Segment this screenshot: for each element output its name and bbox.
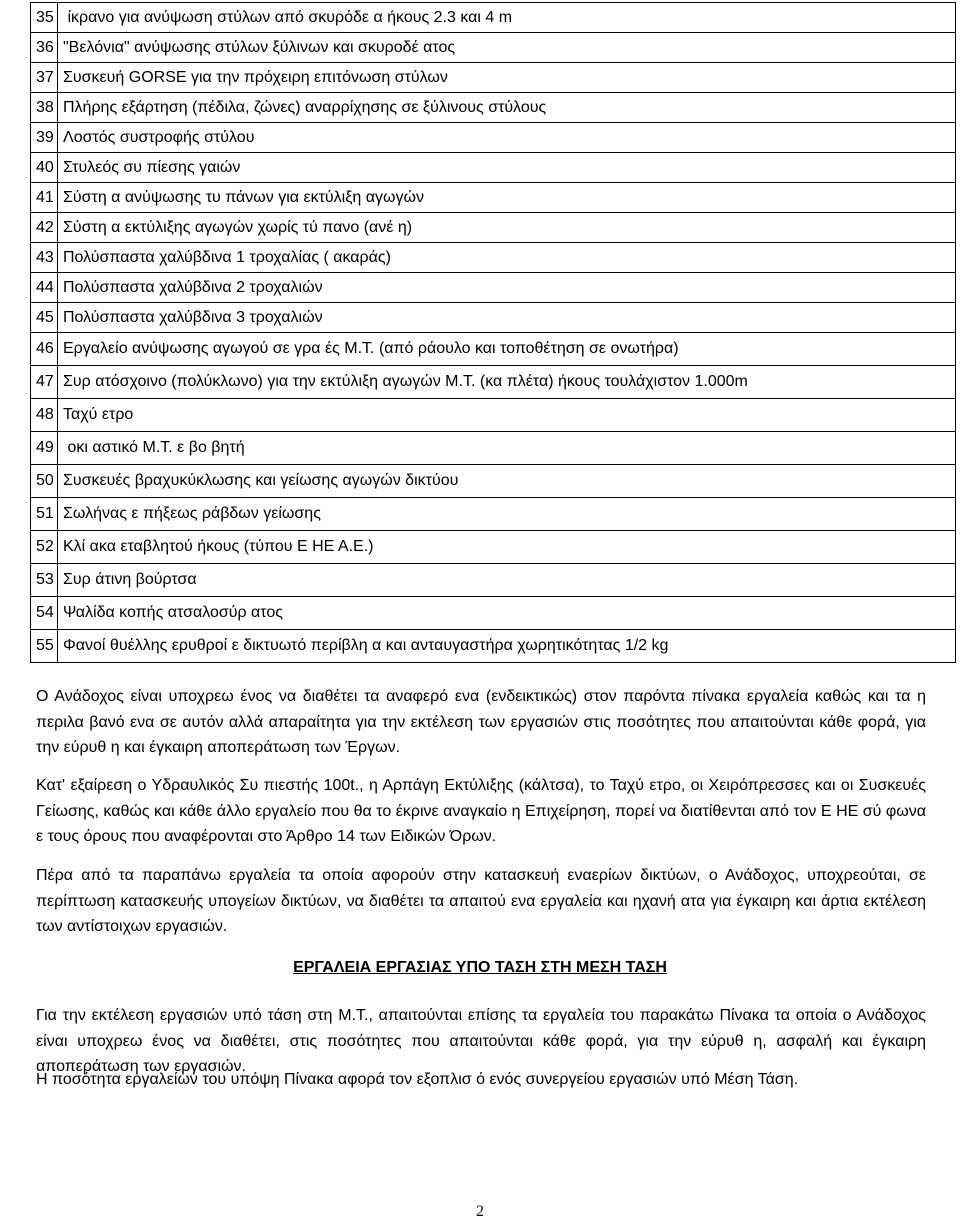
row-description: Στυλεός συ πίεσης γαιών	[58, 153, 956, 183]
row-description: ίκρανο για ανύψωση στύλων από σκυρόδε α ήκους 2.3 και 4 m	[58, 3, 956, 33]
row-description: Λοστός συστροφής στύλου	[58, 123, 956, 153]
row-description: Ψαλίδα κοπής ατσαλοσύρ ατος	[58, 597, 956, 630]
paragraph-exception: Κατ' εξαίρεση ο Υδραυλικός Συ πιεστής 100t., η Αρπάγη Εκτύλιξης (κάλτσα), το Ταχύ ετρο, οι Χειρόπρεσσες και οι Συσκευές Γείωσης, καθώς και κάθε άλλο εργαλείο που θα το έκρινε αναγκαίο η Επιχείρηση, πορεί να διατίθενται από τον Ε ΗΕ σύ φωνα ε τους όρους που αναφέρονται στο Άρθρο 14 των Ειδικών Όρων.	[36, 777, 926, 846]
row-number: 36	[31, 33, 58, 63]
row-number: 38	[31, 93, 58, 123]
paragraph-underground-networks: Πέρα από τα παραπάνω εργαλεία τα οποία αφορούν στην κατασκευή εναερίων δικτύων, ο Ανάδοχος, υποχρεούται, σε περίπτωση κατασκευής υπογείων δικτύων, να διαθέτει τα απαιτού ενα εργαλεία και ηχανή ατα για έγκαιρη και άρτια εκτέλεση των αντίστοιχων εργασιών.	[36, 867, 926, 936]
row-description: "Βελόνια" ανύψωσης στύλων ξύλινων και σκυροδέ ατος	[58, 33, 956, 63]
row-description: Ταχύ ετρο	[58, 399, 956, 432]
row-number: 41	[31, 183, 58, 213]
row-description: οκι αστικό Μ.Τ. ε βο βητή	[58, 432, 956, 465]
row-number: 44	[31, 273, 58, 303]
row-description: Σωλήνας ε πήξεως ράβδων γείωσης	[58, 498, 956, 531]
paragraph-contractor-obligation: Ο Ανάδοχος είναι υποχρεω ένος να διαθέτει τα αναφερό ενα (ενδεικτικώς) στον παρόντα πίνακα εργαλεία καθώς και τα η περιλα βανό ενα σε αυτόν αλλά απαραίτητα για την εκτέλεση των εργασιών στις ποσότητες που απαιτούνται κάθε φορά, για την εύρυθ η και έγκαιρη αποπεράτωση των Έργων.	[36, 688, 926, 757]
row-number: 46	[31, 333, 58, 366]
section-heading: ΕΡΓΑΛΕΙΑ ΕΡΓΑΣΙΑΣ ΥΠΟ ΤΑΣΗ ΣΤΗ ΜΕΣΗ ΤΑΣΗ	[293, 959, 667, 976]
row-description: Συσκευή GORSE για την πρόχειρη επιτόνωση στύλων	[58, 63, 956, 93]
row-number: 40	[31, 153, 58, 183]
table-row	[31, 498, 956, 531]
row-description: Σύστη α εκτύλιξης αγωγών χωρίς τύ πανο (ανέ η)	[58, 213, 956, 243]
row-number: 49	[31, 432, 58, 465]
table-row	[31, 3, 956, 33]
table-row	[31, 33, 956, 63]
row-description: Πολύσπαστα χαλύβδινα 2 τροχαλιών	[58, 273, 956, 303]
table-row	[31, 366, 956, 399]
row-number: 47	[31, 366, 58, 399]
row-number: 45	[31, 303, 58, 333]
table-row	[31, 153, 956, 183]
table-row	[31, 93, 956, 123]
row-description: Πολύσπαστα χαλύβδινα 1 τροχαλίας ( ακαράς)	[58, 243, 956, 273]
table-row	[31, 123, 956, 153]
table-row	[31, 399, 956, 432]
row-number: 37	[31, 63, 58, 93]
row-description: Συσκευές βραχυκύκλωσης και γείωσης αγωγών δικτύου	[58, 465, 956, 498]
row-description: Φανοί θυέλλης ερυθροί ε δικτυωτό περίβλη α και ανταυγαστήρα χωρητικότητας 1/2 kg	[58, 630, 956, 663]
row-number: 53	[31, 564, 58, 597]
row-number: 39	[31, 123, 58, 153]
table-row	[31, 333, 956, 366]
row-number: 42	[31, 213, 58, 243]
table-row	[31, 465, 956, 498]
equipment-table-body	[31, 3, 956, 663]
row-description: Συρ άτινη βούρτσα	[58, 564, 956, 597]
row-number: 50	[31, 465, 58, 498]
row-description: Πλήρης εξάρτηση (πέδιλα, ζώνες) αναρρίχησης σε ξύλινους στύλους	[58, 93, 956, 123]
table-row	[31, 273, 956, 303]
row-number: 51	[31, 498, 58, 531]
row-description: Σύστη α ανύψωσης τυ πάνων για εκτύλιξη αγωγών	[58, 183, 956, 213]
table-row	[31, 630, 956, 663]
paragraph-tool-quantity: Η ποσότητα εργαλείων του υπόψη Πίνακα αφορά τον εξοπλισ ό ενός συνεργείου εργασιών υπό Μέση Τάση.	[36, 1071, 799, 1088]
table-row	[31, 303, 956, 333]
table-row	[31, 213, 956, 243]
table-row	[31, 564, 956, 597]
equipment-table	[30, 2, 956, 663]
table-row	[31, 63, 956, 93]
row-description: Κλί ακα εταβλητού ήκους (τύπου Ε ΗΕ Α.Ε.)	[58, 531, 956, 564]
row-number: 54	[31, 597, 58, 630]
table-row	[31, 243, 956, 273]
row-number: 35	[31, 3, 58, 33]
row-description: Συρ ατόσχοινο (πολύκλωνο) για την εκτύλιξη αγωγών Μ.Τ. (κα πλέτα) ήκους τουλάχιστον 1.000m	[58, 366, 956, 399]
table-row	[31, 597, 956, 630]
row-number: 52	[31, 531, 58, 564]
row-description: Εργαλείο ανύψωσης αγωγού σε γρα ές Μ.Τ. (από ράουλο και τοποθέτηση σε ονωτήρα)	[58, 333, 956, 366]
row-number: 48	[31, 399, 58, 432]
row-number: 55	[31, 630, 58, 663]
table-row	[31, 432, 956, 465]
page-number: 2	[476, 1203, 484, 1220]
row-number: 43	[31, 243, 58, 273]
row-description: Πολύσπαστα χαλύβδινα 3 τροχαλιών	[58, 303, 956, 333]
table-row	[31, 183, 956, 213]
table-row	[31, 531, 956, 564]
paragraph-live-work-tools: Για την εκτέλεση εργασιών υπό τάση στη Μ.Τ., απαιτούνται επίσης τα εργαλεία του παρακάτω Πίνακα τα οποία ο Ανάδοχος είναι υποχρεω ένος να διαθέτει, στις ποσότητες που απαιτούνται κάθε φορά, για την εύρυθ η, ασφαλή και έγκαιρη αποπεράτωση των εργασιών.	[36, 1007, 926, 1076]
